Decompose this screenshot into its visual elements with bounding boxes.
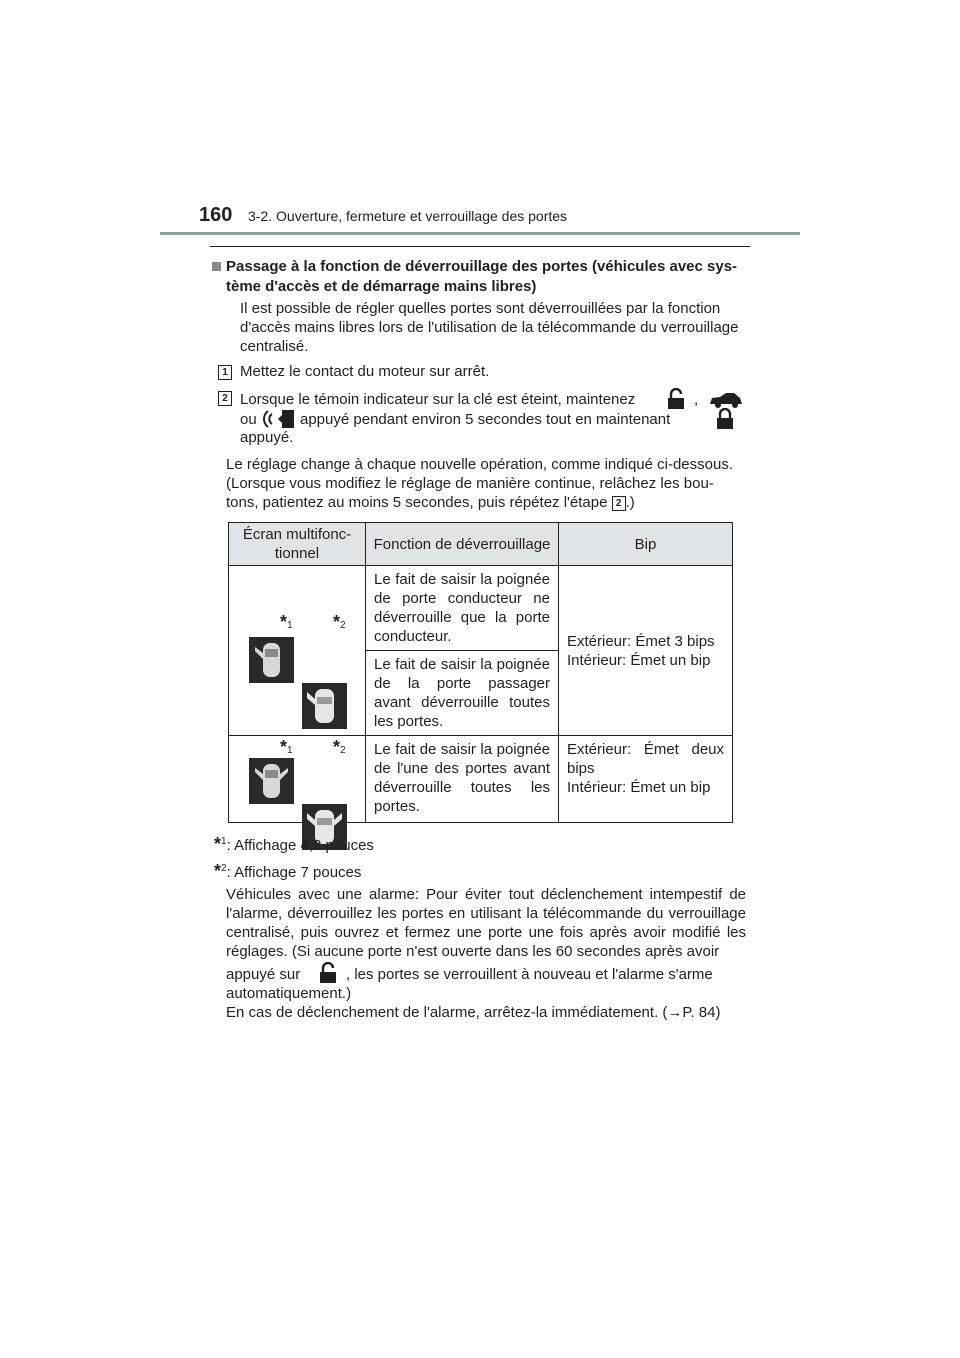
car-driver-door-42-image [249,637,294,683]
alarm-tail-b: , les portes se verrouillent à nouveau et l'alarme s'arme [346,966,713,983]
wireless-icon [262,407,296,431]
bip-interior: Intérieur: Émet un bip [567,651,711,669]
section-rule [210,246,750,247]
change-line: (Lorsque vous modifiez le réglage de manière continue, relâchez les bou- [226,475,714,492]
screen-cell [229,736,366,823]
function-cell: Le fait de saisir la poignée de porte conducteur ne déverrouille que la porte conducteur. [366,566,559,651]
bip-exterior: Extérieur: Émet 3 bips [567,632,715,650]
intro-paragraph [240,299,746,356]
alarm-paragraph-2: En cas de déclenchement de l'alarme, arrêtez-la immédiatement. (→P. 84) [226,1004,721,1021]
footnote-2 [214,861,361,882]
change-line [226,493,746,512]
car-driver-door-7-image [302,683,347,729]
header-bip: Bip [559,523,733,566]
footnote-mark: * [214,834,222,854]
bip-cell [559,566,733,736]
unlock-icon [318,962,338,984]
change-line: Le réglage change à chaque nouvelle opération, comme indiqué ci-dessous. [226,456,734,473]
step-ref-badge: 2 [612,496,626,511]
screen-images [229,611,365,691]
step-2-badge: 2 [218,391,232,406]
step-2-ou: ou [240,411,257,428]
header-screen [229,523,366,566]
screen-images [229,736,365,822]
step-2-comma: , [694,391,699,408]
intro-line: d'accès mains libres lors de l'utilisation de la télécommande du verrouillage [240,319,739,336]
screen-cell [229,566,366,736]
page-number: 160 [199,204,233,226]
section-bullet [212,262,221,271]
unlock-settings-table [228,522,733,823]
star-label-2: *2 [333,611,346,632]
star-label-1: *1 [280,737,293,757]
header-rule [160,232,800,235]
change-line-text: tons, patientez au moins 5 secondes, puis répétez l'étape [226,494,608,511]
footnote-sup: 2 [221,863,227,874]
footnote-mark: * [214,861,222,881]
star-label-2: *2 [333,737,346,757]
intro-line: Il est possible de régler quelles portes sont déverrouillées par la fonction [240,300,721,317]
function-cell: Le fait de saisir la poignée de l'une des portes avant déverrouille toutes les portes. [366,736,559,823]
footnote-text: : Affichage 7 pouces [226,864,362,881]
change-line-end: .) [625,494,635,511]
step-1-badge: 1 [218,365,232,380]
section-title-line1: Passage à la fonction de déverrouillage des portes (véhicules avec sys- [226,258,738,275]
function-cell: Le fait de saisir la poignée de la porte passager avant déverrouille toutes les portes. [366,651,559,736]
section-title-line2: tème d'accès et de démarrage mains libres) [226,278,537,295]
unlock-icon [666,388,686,410]
trunk-icon [708,390,744,408]
alarm-paragraph: Véhicules avec une alarme: Pour éviter tout déclenchement intempestif de l'alarme, déverrouillez les portes en utilisant la télécommande du verrouillage centralisé, puis ouvrez et fermez une porte une fois après avoir modifié les réglages. (Si aucune porte n'est ouverte dans les 60 secondes après avoir [226,886,746,960]
star-label-1: *1 [280,611,293,632]
step-2-text-c: appuyé. [240,429,294,446]
alarm-tail-a: appuyé sur [226,966,301,983]
footnote-1 [214,834,374,855]
step-1-text: Mettez le contact du moteur sur arrêt. [240,363,490,380]
alarm-end: automatiquement.) [226,985,352,1002]
header-screen-l1: Écran multifonc- [242,526,352,543]
section-title [226,257,748,297]
footnote-sup: 1 [221,836,227,847]
step-2-text-b: appuyé pendant environ 5 secondes tout en maintenant [300,411,671,428]
bip-cell [559,736,733,823]
footnote-text: : Affichage 4,2 pouces [226,837,374,854]
bip-exterior: Extérieur: Émet deux bips [567,741,724,777]
lock-icon [716,408,734,430]
intro-line: centralisé. [240,338,309,355]
change-paragraph [226,455,746,512]
header-function: Fonction de déverrouillage [366,523,559,566]
table-row [229,566,733,651]
table-row [229,736,733,823]
bip-interior: Intérieur: Émet un bip [567,779,711,796]
header-screen-l2: tionnel [274,545,320,562]
step-2-text-a: Lorsque le témoin indicateur sur la clé est éteint, maintenez [240,391,636,408]
table-header-row [229,523,733,566]
car-front-doors-42-image [249,758,294,804]
chapter-title: 3-2. Ouverture, fermeture et verrouillage des portes [248,208,568,224]
